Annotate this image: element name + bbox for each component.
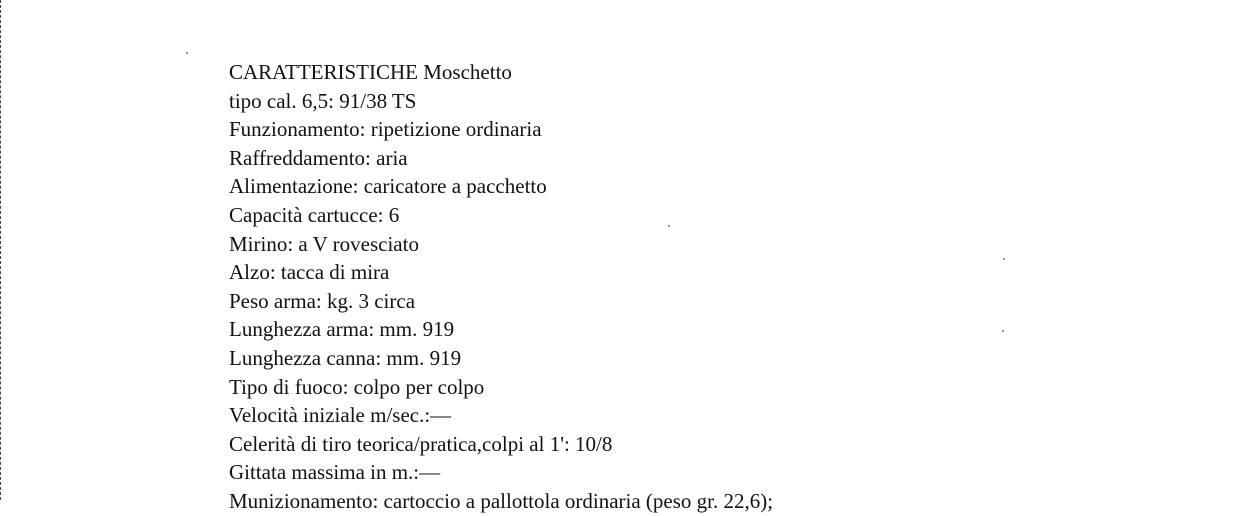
text-line-capacity: Capacità cartucce: 6 bbox=[229, 202, 400, 227]
scan-speck bbox=[668, 225, 670, 227]
page-edge bbox=[0, 0, 3, 500]
specifications-text bbox=[229, 58, 773, 516]
text-line-rear-sight: Alzo: tacca di mira bbox=[229, 260, 390, 285]
text-line-fire-type: Tipo di fuoco: colpo per colpo bbox=[229, 374, 485, 399]
text-line-feed: Alimentazione: caricatore a pacchetto bbox=[229, 174, 547, 199]
text-line-weight: Peso arma: kg. 3 circa bbox=[229, 288, 416, 313]
text-line-front-sight: Mirino: a V rovesciato bbox=[229, 231, 419, 256]
text-line-type: tipo cal. 6,5: 91/38 TS bbox=[229, 88, 417, 113]
text-line-muzzle-velocity: Velocità iniziale m/sec.:— bbox=[229, 403, 452, 428]
scan-speck bbox=[1002, 330, 1004, 332]
text-line-rate-of-fire: Celerità di tiro teorica/pratica,colpi al 1': 10/8 bbox=[229, 431, 613, 456]
scan-speck bbox=[1003, 258, 1005, 260]
scan-speck bbox=[186, 52, 188, 54]
text-line-weapon-length: Lunghezza arma: mm. 919 bbox=[229, 317, 455, 342]
text-line-cooling: Raffreddamento: aria bbox=[229, 145, 408, 170]
text-line-operation: Funzionamento: ripetizione ordinaria bbox=[229, 117, 542, 142]
text-line-ammunition: Munizionamento: cartoccio a pallottola ordinaria (peso gr. 22,6); bbox=[229, 488, 774, 513]
text-line-max-range: Gittata massima in m.:— bbox=[229, 460, 441, 485]
text-line-title: CARATTERISTICHE Moschetto bbox=[229, 60, 512, 84]
text-line-barrel-length: Lunghezza canna: mm. 919 bbox=[229, 345, 462, 370]
